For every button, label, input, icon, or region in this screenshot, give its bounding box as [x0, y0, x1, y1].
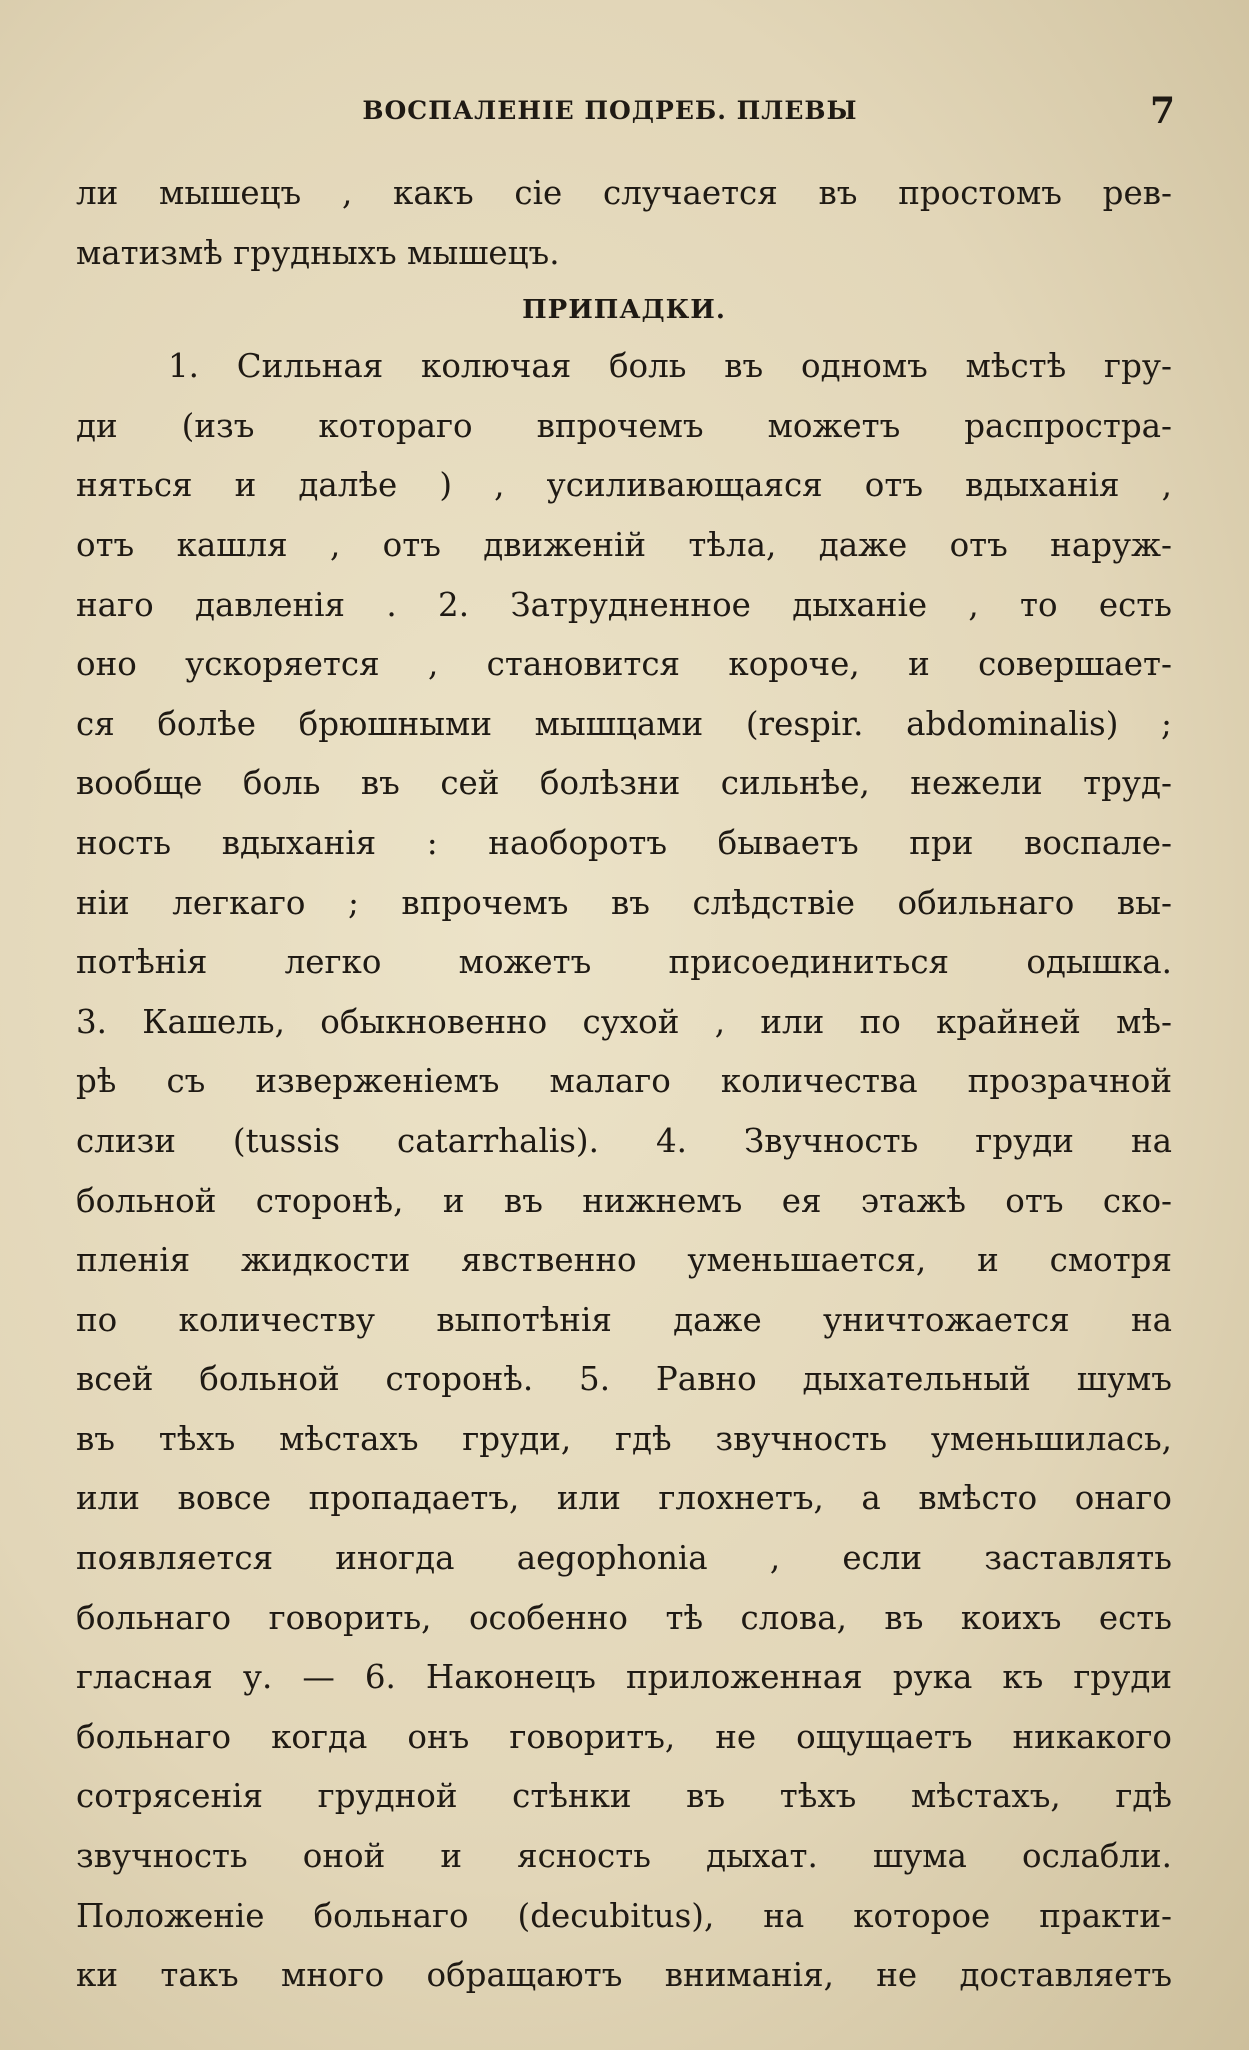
text-line: ли мышецъ , какъ сіе случается въ простомъ рев-	[76, 174, 1172, 212]
text-line: ди (изъ котораго впрочемъ можетъ распростра-	[76, 406, 1172, 445]
text-line: въ тѣхъ мѣстахъ груди, гдѣ звучность уменьшилась,	[76, 1419, 1172, 1458]
text-line: или вовсе пропадаетъ, или глохнетъ, а вмѣсто онаго	[76, 1479, 1172, 1518]
text-line: больной сторонѣ, и въ нижнемъ ея этажѣ отъ ско-	[76, 1181, 1172, 1220]
text-line: 1. Сильная колючая боль въ одномъ мѣстѣ гру-	[168, 347, 1172, 386]
text-line: ность вдыханія : наоборотъ бываетъ при воспале-	[76, 823, 1172, 862]
text-line: 3. Кашель, обыкновенно сухой , или по крайней мѣ-	[76, 1002, 1172, 1041]
text-line: по количеству выпотѣнія даже уничтожается на	[76, 1300, 1172, 1339]
text-line: наго давленія . 2. Затрудненное дыханіе , то есть	[76, 585, 1172, 624]
text-line: пленія жидкости явственно уменьшается, и смотря	[76, 1241, 1172, 1280]
text-line: вообще боль въ сей болѣзни сильнѣе, нежели труд-	[76, 764, 1172, 803]
text-line: появляется иногда aegophonia , если заставлять	[76, 1539, 1172, 1578]
text-line: отъ кашля , отъ движеній тѣла, даже отъ наруж-	[76, 525, 1172, 564]
page-number: 7	[1150, 90, 1176, 132]
text-line: ніи легкаго ; впрочемъ въ слѣдствіе обильнаго вы-	[76, 883, 1172, 922]
text-line: всей больной сторонѣ. 5. Равно дыхательный шумъ	[76, 1360, 1172, 1399]
section-heading: ПРИПАДКИ.	[522, 295, 726, 326]
text-line: няться и далѣе ) , усиливающаяся отъ вдыханія ,	[76, 466, 1172, 505]
text-line: больнаго когда онъ говоритъ, не ощущаетъ никакого	[76, 1717, 1172, 1756]
text-line: гласная у. — 6. Наконецъ приложенная рука къ груди	[76, 1658, 1172, 1697]
text-line: больнаго говорить, особенно тѣ слова, въ коихъ есть	[76, 1598, 1172, 1637]
text-line: звучность оной и ясность дыхат. шума ослабли.	[76, 1837, 1172, 1876]
body-text	[76, 164, 1172, 2006]
text-line: сотрясенія грудной стѣнки въ тѣхъ мѣстахъ, гдѣ	[76, 1777, 1172, 1816]
text-line: Положеніе больнаго (decubitus), на которое практи-	[76, 1896, 1172, 1935]
text-line: ся болѣе брюшными мышцами (respir. abdominalis) ;	[76, 704, 1172, 743]
text-line: рѣ съ изверженіемъ малаго количества прозрачной	[76, 1062, 1172, 1101]
text-line: потѣнія легко можетъ присоединиться одышка.	[76, 943, 1172, 982]
text-line: ки такъ много обращаютъ вниманія, не доставляетъ	[76, 1956, 1172, 1995]
text-line: слизи (tussis catarrhalis). 4. Звучность груди на	[76, 1121, 1172, 1160]
text-line: оно ускоряется , становится короче, и совершает-	[76, 645, 1172, 684]
running-head: ВОСПАЛЕНІЕ ПОДРЕБ. ПЛЕВЫ	[362, 96, 858, 125]
text-line: матизмѣ грудныхъ мышецъ.	[76, 233, 560, 272]
